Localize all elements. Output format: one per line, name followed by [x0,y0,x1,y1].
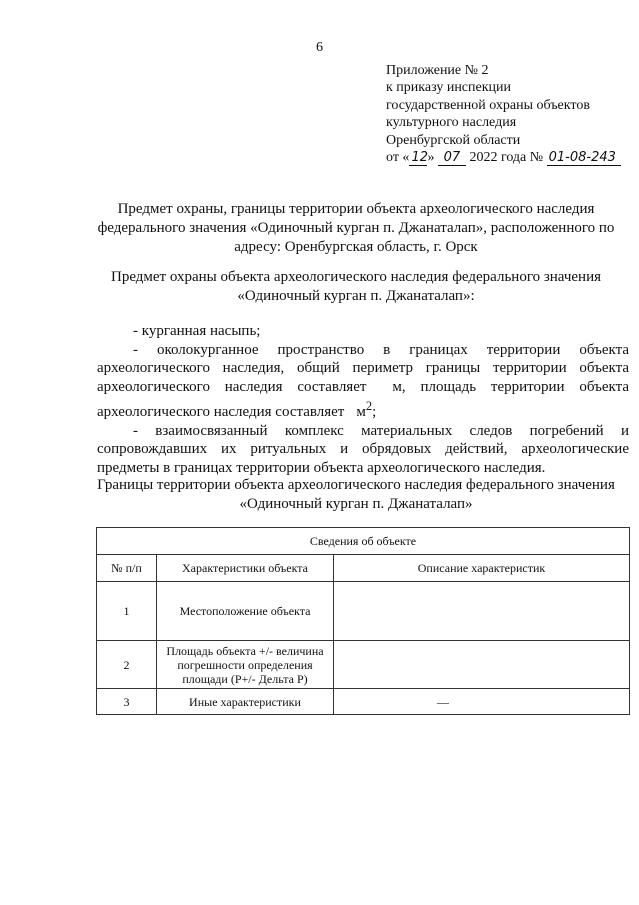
table-caption: Сведения об объекте [97,528,630,555]
table-header-row [97,555,630,582]
appendix-block [386,62,636,166]
table-cell-characteristic: Иные характеристики [157,689,334,715]
table-cell-num: 3 [97,689,157,715]
item2-part1: - околокурганное пространство в границах территории объекта археологического наследия, общий периметр границы территории объекта археологического наследия составляет [97,341,629,396]
table-row [97,641,630,689]
handwritten-month: 07 [438,151,466,166]
table-cell-description [334,582,630,641]
item2-unit: м [356,403,366,420]
date-prefix: от « [386,150,410,166]
appendix-line: Оренбургской области [386,132,521,148]
table-header-cell: Характеристики объекта [157,555,334,582]
handwritten-doc-number: 01-08-243 [547,151,621,166]
boundaries-heading: Границы территории объекта археологического наследия федерального значения «Одиночный курган п. Джанаталап» [97,477,615,512]
date-year: 2022 года № [465,150,547,166]
list-item [97,341,629,422]
table-cell-description: — [334,689,630,715]
date-day-close: » [427,150,435,166]
document-title: Предмет охраны, границы территории объекта археологического наследия федерального значения «Одиночный курган п. Джанаталап», расположенного по адресу: Оренбургская область, г. Орск [97,201,615,255]
appendix-line: Приложение № 2 [386,63,489,78]
appendix-date-line [386,149,636,166]
appendix-line: культурного наследия [386,115,517,131]
table-cell-num: 1 [97,582,157,641]
table-caption-row [97,528,630,555]
appendix-line: к приказу инспекции [386,80,512,96]
table-header-cell: № п/п [97,555,157,582]
appendix-line: государственной охраны объектов [386,97,590,113]
table-cell-num: 2 [97,641,157,689]
list-item: - взаимосвязанный комплекс материальных следов погребений и сопровождавших их ритуальных и обрядовых действий, археологические предметы в границах территории объекта археологического наследия. [97,422,629,476]
table-row [97,582,630,641]
list-item: - курганная насыпь; [133,323,261,339]
subject-heading: Предмет охраны объекта археологического наследия федерального значения «Одиночный курган п. Джанаталап»: [110,269,602,304]
table-cell-characteristic: Местоположение объекта [157,582,334,641]
table-row [97,689,630,715]
handwritten-day: 12 [411,150,428,166]
table-header-cell: Описание характеристик [334,555,630,582]
table-cell-characteristic: Площадь объекта +/- величина погрешности определения площади (P+/- Дельта P) [157,641,334,689]
table-cell-description [334,641,630,689]
item2-part2: м, площадь территории объекта археологического наследия составляет [97,379,629,420]
object-info-table [96,527,630,715]
page-number: 6 [316,40,323,55]
subject-items [97,322,629,478]
item2-end: ; [372,403,377,420]
item2-superscript: 2 [365,398,373,413]
